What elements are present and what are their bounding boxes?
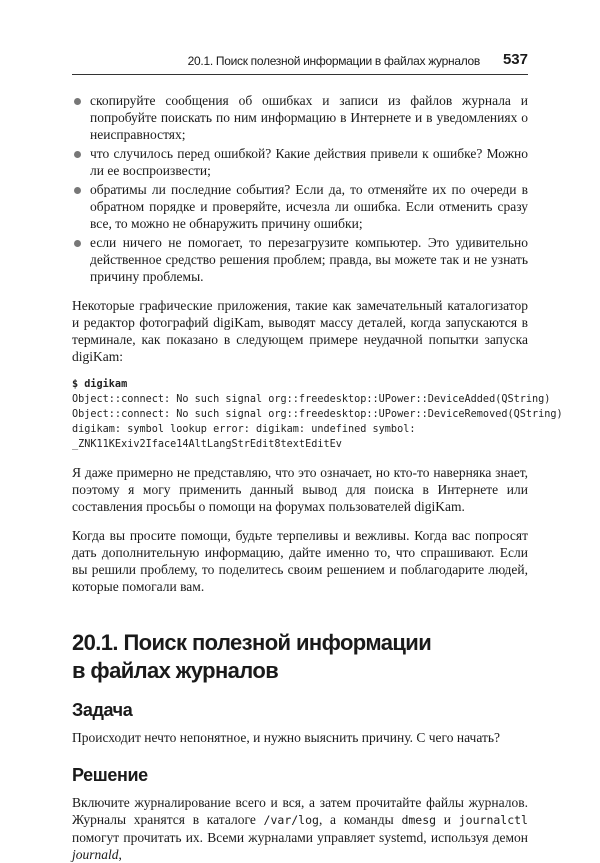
bullet-icon <box>74 187 81 194</box>
bullet-list <box>72 92 528 285</box>
bullet-icon <box>74 240 81 247</box>
code-line: _ZNK11KExiv2Iface14AltLangStrEdit8textEditEv <box>72 439 342 450</box>
code-line: Object::connect: No such signal org::freedesktop::UPower::DeviceAdded(QString) <box>72 394 551 405</box>
list-item: обратимы ли последние события? Если да, то отменяйте их по очереди в обратном порядке и проверяйте, исчезла ли ошибка. Если отменить сразу все, то можно не обнаружить причину ошибки; <box>72 181 528 232</box>
bullet-icon <box>74 98 81 105</box>
journald-term: journald <box>72 847 119 862</box>
code-line: Object::connect: No such signal org::freedesktop::UPower::DeviceRemoved(QString) <box>72 409 563 420</box>
running-head <box>72 52 528 75</box>
running-head-title: 20.1. Поиск полезной информации в файлах журналов <box>187 54 480 68</box>
code-listing <box>72 377 563 452</box>
solution-heading: Решение <box>72 765 148 785</box>
list-item: скопируйте сообщения об ошибках и записи из файлов журнала и попробуйте поискать по ним информацию в Интернете и в уведомлениях о неисправностях; <box>72 92 528 143</box>
code-dmesg: dmesg <box>401 813 437 827</box>
paragraph-understand: Я даже примерно не представляю, что это означает, но кто-то наверняка знает, поэтому я могу применить данный вывод для поиска в Интернете или составления просьбы о помощи на форумах пользователей digiKam. <box>72 465 528 514</box>
code-journalctl: journalctl <box>458 813 528 827</box>
task-text: Происходит нечто непонятное, и нужно выяснить причину. С чего начать? <box>72 730 501 745</box>
task-heading: Задача <box>72 700 133 720</box>
code-var-log: /var/log <box>263 813 319 827</box>
code-command: $ digikam <box>72 379 128 390</box>
section-title: 20.1. Поиск полезной информации в файлах журналов <box>72 630 432 683</box>
page-number: 537 <box>502 51 528 68</box>
list-item: если ничего не помогает, то перезагрузите компьютер. Это удивительно действенное средство решения проблем; правда, вы можете так и не узнать причину проблемы. <box>72 234 528 285</box>
solution-text: Включите журналирование всего и вся, а затем прочитайте файлы журналов. Журналы хранятся в каталоге /var/log, а команды dmesg и journalctl помогут прочитать их. Всеми журналами управляет systemd, используя демон journald, <box>72 795 528 862</box>
code-line: digikam: symbol lookup error: digikam: undefined symbol: <box>72 424 416 435</box>
bullet-icon <box>74 151 81 158</box>
page-body <box>72 92 563 863</box>
list-item: что случилось перед ошибкой? Какие действия привели к ошибке? Можно ли ее воспроизвести; <box>72 145 528 179</box>
paragraph-polite: Когда вы просите помощи, будьте терпеливы и вежливы. Когда вас попросят дать дополнительную информацию, дайте именно то, что спрашивают. Если вы решили проблему, то поделитесь своим решением и поблагодарите людей, которые помогали вам. <box>72 528 528 594</box>
paragraph-graphics-apps: Некоторые графические приложения, такие как замечательный каталогизатор и редактор фотографий digiKam, выводят массу деталей, когда запускаются в терминале, как показано в следующем примере неудачной попытки запуска digiKam: <box>72 298 528 364</box>
